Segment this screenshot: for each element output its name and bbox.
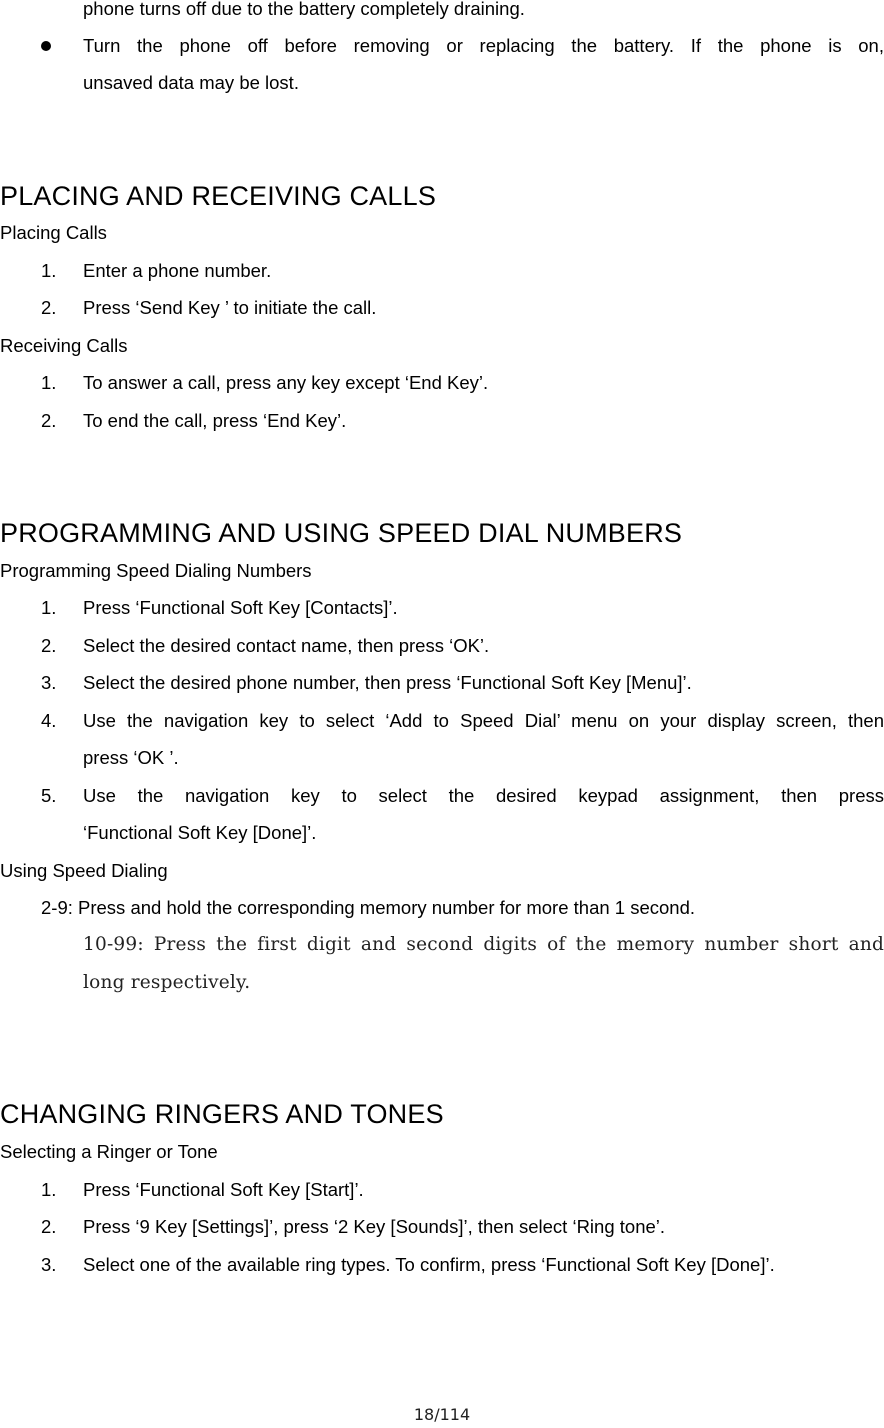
page-number: 18/114 <box>413 1405 471 1424</box>
list-number: 5. <box>41 785 57 806</box>
list-item-continuation: press ‘OK ’. <box>83 747 179 768</box>
list-item: Select one of the available ring types. To confirm, press ‘Functional Soft Key [Done]’. <box>83 1254 775 1275</box>
list-item-continuation: ‘Functional Soft Key [Done]’. <box>83 822 317 843</box>
list-item: To answer a call, press any key except ‘End Key’. <box>83 372 489 393</box>
list-item: Use the navigation key to select the desired keypad assignment, then press <box>83 785 884 806</box>
list-number: 1. <box>41 597 57 618</box>
section-heading-placing-receiving: PLACING AND RECEIVING CALLS <box>0 181 437 211</box>
list-number: 2. <box>41 635 57 656</box>
list-number: 2. <box>41 410 57 431</box>
list-number: 1. <box>41 260 57 281</box>
subheading-programming-speed-dial: Programming Speed Dialing Numbers <box>0 560 312 581</box>
section-heading-ringers: CHANGING RINGERS AND TONES <box>0 1099 444 1129</box>
list-number: 2. <box>41 297 57 318</box>
speed-dial-usage-line: 10-99: Press the first digit and second digits of the memory number short and <box>83 934 884 955</box>
list-number: 1. <box>41 1179 57 1200</box>
list-item: Press ‘Functional Soft Key [Start]’. <box>83 1179 364 1200</box>
speed-dial-usage-line: long respectively. <box>83 972 251 993</box>
section-heading-speed-dial: PROGRAMMING AND USING SPEED DIAL NUMBERS <box>0 518 683 548</box>
subheading-placing-calls: Placing Calls <box>0 222 107 243</box>
battery-text-line: phone turns off due to the battery completely draining. <box>83 0 525 19</box>
subheading-receiving-calls: Receiving Calls <box>0 335 128 356</box>
list-number: 3. <box>41 672 57 693</box>
list-item: Use the navigation key to select ‘Add to Speed Dial’ menu on your display screen, then <box>83 710 884 731</box>
subheading-using-speed-dial: Using Speed Dialing <box>0 860 168 881</box>
list-item: Select the desired phone number, then press ‘Functional Soft Key [Menu]’. <box>83 672 692 693</box>
list-item: To end the call, press ‘End Key’. <box>83 410 347 431</box>
speed-dial-usage-line: 2-9: Press and hold the corresponding memory number for more than 1 second. <box>41 897 696 918</box>
list-item: Press ‘Functional Soft Key [Contacts]’. <box>83 597 398 618</box>
list-item: Enter a phone number. <box>83 260 272 281</box>
list-number: 3. <box>41 1254 57 1275</box>
list-item: Press ‘Send Key ’ to initiate the call. <box>83 297 377 318</box>
list-number: 2. <box>41 1216 57 1237</box>
list-item: Select the desired contact name, then press ‘OK’. <box>83 635 490 656</box>
battery-bullet-line2: unsaved data may be lost. <box>83 72 299 93</box>
battery-bullet-line1: Turn the phone off before removing or replacing the battery. If the phone is on, <box>83 35 884 56</box>
bullet-icon <box>41 41 51 51</box>
list-item: Press ‘9 Key [Settings]’, press ‘2 Key [Sounds]’, then select ‘Ring tone’. <box>83 1216 666 1237</box>
list-number: 4. <box>41 710 57 731</box>
list-number: 1. <box>41 372 57 393</box>
subheading-selecting-ringer: Selecting a Ringer or Tone <box>0 1141 218 1162</box>
